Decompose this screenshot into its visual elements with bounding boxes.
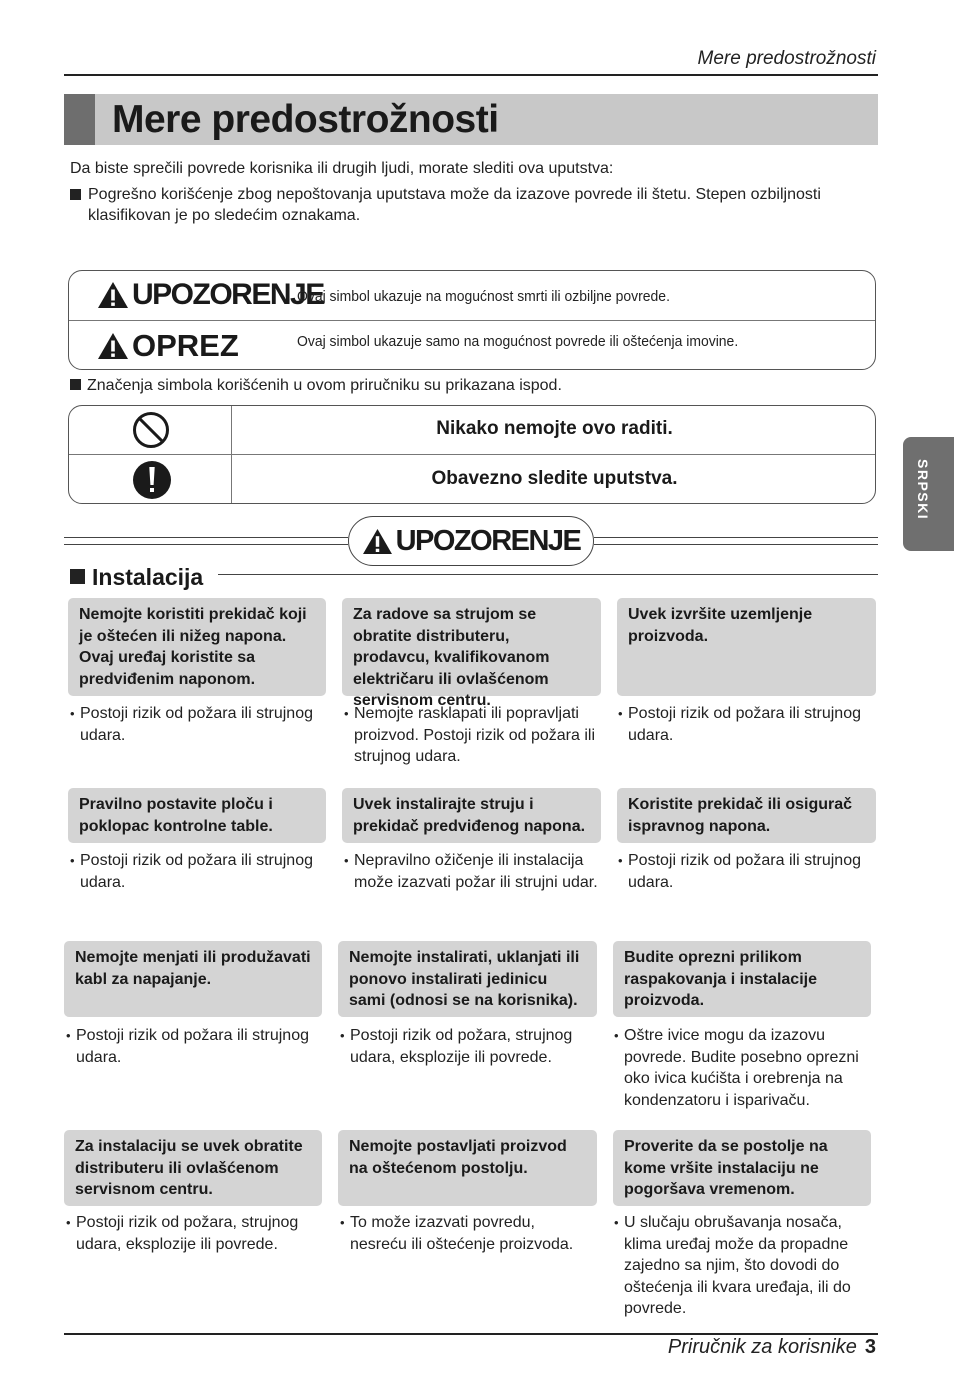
card-title: Uvek instalirajte struju i prekidač predviđenog napona. <box>342 788 601 843</box>
caution-label <box>97 328 239 364</box>
caution-label-text: OPREZ <box>132 328 239 363</box>
card-title: Nemojte instalirati, uklanjati ili ponovo instalirati jedinicu sami (odnosi se na korisnika). <box>338 941 597 1017</box>
card-title: Budite oprezni prilikom raspakovanja i instalacije proizvoda. <box>613 941 871 1017</box>
card-title: Proverite da se postolje na kome vršite instalaciju ne pogoršava vremenom. <box>613 1130 871 1206</box>
banner-rule-right-bottom <box>594 544 878 545</box>
warning-triangle-icon <box>97 281 129 309</box>
card-title: Za instalaciju se uvek obratite distributeru ili ovlašćenom servisnom centru. <box>64 1130 322 1206</box>
page-title-bar <box>64 94 878 145</box>
prohibited-icon <box>132 411 170 449</box>
intro-text <box>70 158 880 226</box>
mandatory-exclamation-icon <box>132 460 172 500</box>
banner-rule-left-bottom <box>64 544 348 545</box>
card-note: • Postoji rizik od požara ili strujnog udara. <box>65 1025 323 1068</box>
card-note: • U slučaju obrušavanja nosača, klima uređaj može da propadne zajedno sa njim, što dovodi do oštećenja ili kvara uređaja, ili do povrede. <box>613 1212 871 1320</box>
card-note: • Postoji rizik od požara ili strujnog udara. <box>69 850 327 893</box>
warning-label <box>97 278 324 312</box>
card-note: • Nepravilno ožičenje ili instalacija može izazvati požar ili strujni udar. <box>343 850 602 893</box>
card-title: Koristite prekidač ili osigurač ispravnog napona. <box>617 788 876 843</box>
page-title: Mere predostrožnosti <box>112 98 499 141</box>
card-title: Za radove sa strujom se obratite distributeru, prodavcu, kvalifikovanom električaru ili ovlašćenom servisnom centru. <box>342 598 601 696</box>
card-note: • Postoji rizik od požara ili strujnog udara. <box>617 703 876 746</box>
caution-description: Ovaj simbol ukazuje samo na mogućnost povrede ili oštećenja imovine. <box>297 333 739 350</box>
symbols-intro-text: Značenja simbola korišćenih u ovom priručniku su prikazana ispod. <box>87 377 562 394</box>
section-heading <box>70 564 203 591</box>
page-number: 3 <box>864 1336 876 1358</box>
section-title: Instalacija <box>92 564 204 590</box>
square-bullet-icon <box>70 569 85 584</box>
footer <box>668 1336 876 1359</box>
prohibited-text: Nikako nemojte ovo raditi. <box>436 418 673 439</box>
square-bullet-icon <box>70 189 81 200</box>
card-title: Nemojte menjati ili produžavati kabl za napajanje. <box>64 941 322 1017</box>
card-note: • Postoji rizik od požara ili strujnog udara. <box>617 850 876 893</box>
symbols-intro <box>70 377 562 395</box>
card-note: • Postoji rizik od požara ili strujnog udara. <box>69 703 327 746</box>
banner-rule-right-top <box>594 537 878 538</box>
mandatory-text: Obavezno sledite uputstva. <box>431 468 678 489</box>
warning-banner <box>348 516 594 566</box>
section-rule <box>218 574 878 575</box>
language-tab-label: SRPSKI <box>915 459 931 521</box>
square-bullet-icon <box>70 379 81 390</box>
legend-row-warning <box>69 271 875 320</box>
footer-label: Priručnik za korisnike <box>667 1336 857 1358</box>
card-note: • To može izazvati povredu, nesreću ili oštećenje proizvoda. <box>339 1212 589 1255</box>
banner-rule-left-top <box>64 537 348 538</box>
warning-description: Ovaj simbol ukazuje na mogućnost smrti ili ozbiljne povrede. <box>297 288 670 305</box>
intro-line-1: Da biste sprečili povrede korisnika ili drugih ljudi, morate slediti ova uputstva: <box>70 160 614 177</box>
card-note: • Nemojte rasklapati ili popravljati proizvod. Postoji rizik od požara ili strujnog udara. <box>343 703 602 768</box>
symbol-meaning-table <box>68 405 876 504</box>
intro-line-2-wrap <box>70 184 880 226</box>
intro-line-2: Pogrešno korišćenje zbog nepoštovanja uputstava može da izazove povrede ili štetu. Stepen ozbiljnosti klasifikovan je po sledećim oznakama. <box>88 186 821 224</box>
card-note: • Postoji rizik od požara, strujnog udara, eksplozije ili povrede. <box>339 1025 598 1068</box>
card-title: Nemojte postavljati proizvod na oštećenom postolju. <box>338 1130 597 1206</box>
card-title: Pravilno postavite ploču i poklopac kontrolne table. <box>68 788 326 843</box>
card-title: Nemojte koristiti prekidač koji je oštećen ili nižeg napona. Ovaj uređaj koristite sa predviđenim naponom. <box>68 598 326 696</box>
caution-triangle-icon <box>97 332 129 360</box>
language-tab[interactable] <box>903 437 954 551</box>
header-rule <box>64 74 878 76</box>
footer-rule <box>64 1333 878 1335</box>
severity-legend-box <box>68 270 876 370</box>
legend-row-caution <box>69 321 875 370</box>
warning-label-text: UPOZORENJE <box>132 278 324 311</box>
warning-banner-text: UPOZORENJE <box>395 524 581 557</box>
card-note: • Postoji rizik od požara, strujnog udara, eksplozije ili povrede. <box>65 1212 323 1255</box>
warning-triangle-icon <box>362 528 393 555</box>
running-header: Mere predostrožnosti <box>697 48 876 69</box>
symbol-table-horizontal-divider <box>69 454 875 455</box>
title-accent-block <box>64 94 95 145</box>
card-title: Uvek izvršite uzemljenje proizvoda. <box>617 598 876 696</box>
card-note: • Oštre ivice mogu da izazovu povrede. Budite posebno oprezni oko ivica kućišta i orebrenja na kondenzatoru i isparivaču. <box>613 1025 875 1111</box>
